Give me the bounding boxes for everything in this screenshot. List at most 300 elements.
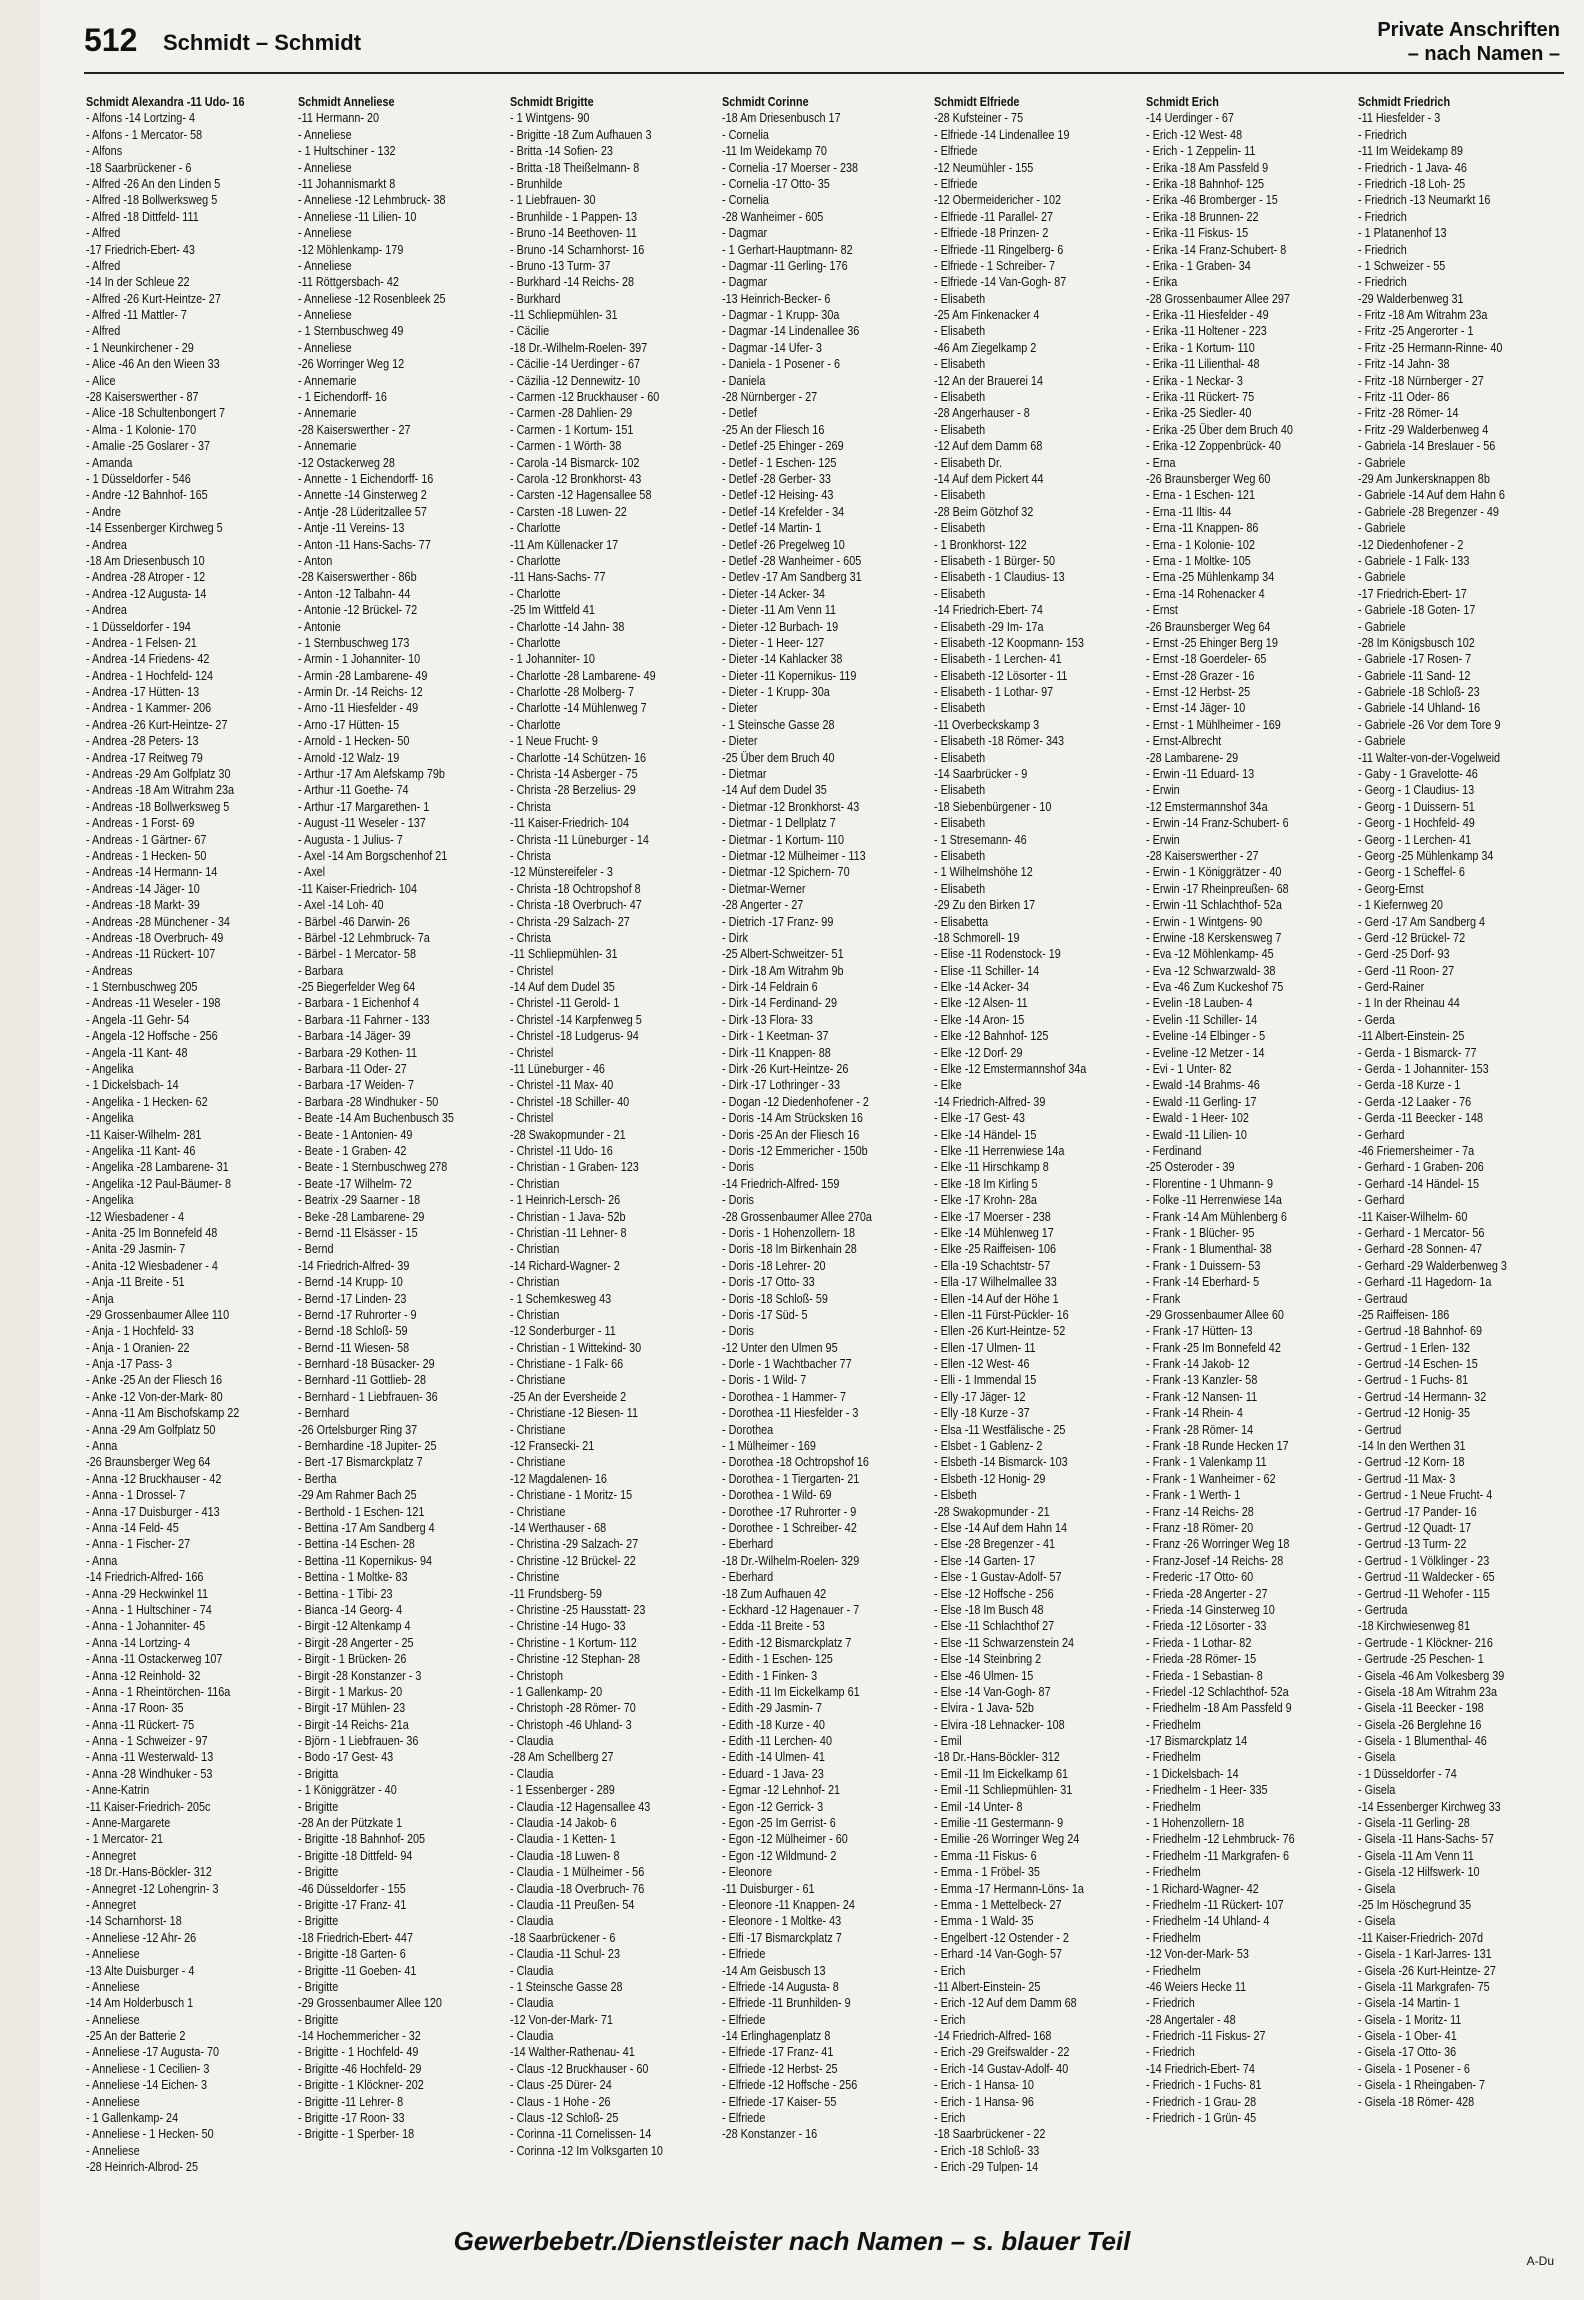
- directory-entry: - Gerhard - 1 Mercator- 56: [1358, 1225, 1485, 1240]
- directory-entry: - 1 Platanenhof 13: [1358, 226, 1447, 241]
- directory-entry: - Cornelia -17 Otto- 35: [722, 176, 830, 191]
- directory-entry: - Andreas -11 Weseler - 198: [86, 996, 221, 1011]
- directory-entry: - Angelika: [86, 1193, 134, 1208]
- directory-entry: - Christina -29 Salzach- 27: [510, 1537, 639, 1552]
- directory-entry: - 1 Düsseldorfer - 74: [1358, 1766, 1457, 1781]
- directory-entry: -12 An der Brauerei 14: [934, 373, 1043, 388]
- directory-entry: -28 Kaiserswerther - 86b: [298, 570, 417, 585]
- directory-entry: - Brigitte - 1 Klöckner- 202: [298, 2078, 424, 2093]
- directory-entry: - Claus - 1 Hohe - 26: [510, 2094, 611, 2109]
- directory-entry: - Barbara - 1 Eichenhof 4: [298, 996, 420, 1011]
- directory-entry: - Anja: [86, 1291, 114, 1306]
- directory-entry: - Christel -11 Udo- 16: [510, 1144, 613, 1158]
- directory-entry: - Erich -18 Schloß- 33: [934, 2143, 1040, 2158]
- directory-entry: - Beate - 1 Antonien- 49: [298, 1127, 413, 1142]
- directory-entry: - Gertrud -18 Bahnhof- 69: [1358, 1324, 1483, 1339]
- directory-entry: - Anneliese: [298, 160, 352, 175]
- directory-entry: - Erika -18 Brunnen- 22: [1146, 209, 1259, 224]
- directory-entry: - Andreas -18 Overbruch- 49: [86, 930, 224, 945]
- directory-entry: - Else -14 Garten- 17: [934, 1553, 1036, 1568]
- directory-entry: - Brigitte - 1 Hochfeld- 49: [298, 2045, 419, 2060]
- directory-entry: -12 Unter den Ulmen 95: [722, 1340, 838, 1355]
- directory-entry: - Christel -18 Ludgerus- 94: [510, 1029, 639, 1044]
- page-header: [0, 0, 1584, 80]
- directory-entry: - Claudia -12 Hagensallee 43: [510, 1799, 651, 1814]
- directory-entry: - Franz -26 Worringer Weg 18: [1146, 1537, 1290, 1552]
- directory-entry: - Friedhelm: [1146, 1930, 1201, 1945]
- directory-entry: - Friedrich -13 Neumarkt 16: [1358, 193, 1491, 208]
- directory-entry: - 1 Düsseldorfer - 194: [86, 619, 191, 634]
- directory-entry: - Amalie -25 Goslarer - 37: [86, 439, 211, 454]
- directory-entry: - Ellen -12 West- 46: [934, 1357, 1030, 1372]
- directory-column: [722, 94, 899, 2224]
- directory-entry: -29 Zu den Birken 17: [934, 898, 1036, 913]
- directory-entry: - Eva -12 Möhlenkamp- 45: [1146, 947, 1274, 962]
- directory-entry: - Brigitta: [298, 1766, 339, 1781]
- directory-entry: - Brigitte -17 Franz- 41: [298, 1897, 407, 1912]
- directory-entry: - Engelbert -12 Ostender - 2: [934, 1930, 1069, 1945]
- directory-entry: - 1 Sternbuschweg 173: [298, 635, 410, 650]
- directory-entry: - Anna -17 Roon- 35: [86, 1701, 184, 1716]
- directory-entry: - Frederic -17 Otto- 60: [1146, 1570, 1254, 1585]
- directory-entry: - Anna -12 Reinhold- 32: [86, 1668, 201, 1683]
- directory-entry: - Frank - 1 Blumenthal- 38: [1146, 1242, 1272, 1257]
- directory-entry: - Angelika -28 Lambarene- 31: [86, 1160, 229, 1175]
- directory-entry: - Bernd -17 Ruhrorter - 9: [298, 1307, 417, 1322]
- directory-entry: - Cäcilie: [510, 324, 550, 339]
- directory-entry: Schmidt Elfriede: [934, 95, 1020, 109]
- directory-entry: -18 Schmorell- 19: [934, 930, 1020, 945]
- directory-entry: - Elfriede -14 Augusta- 8: [722, 1979, 839, 1994]
- directory-entry: - Gertrude - 1 Klöckner- 216: [1358, 1635, 1493, 1650]
- directory-entry: - Gertrude -25 Peschen- 1: [1358, 1652, 1484, 1667]
- directory-entry: - Erwin - 1 Wintgens- 90: [1146, 914, 1263, 929]
- directory-entry: Schmidt Alexandra -11 Udo- 16: [86, 95, 245, 109]
- directory-entry: -14 Friedrich-Alfred- 168: [934, 2029, 1052, 2044]
- directory-entry: - Dirk -17 Lothringer - 33: [722, 1078, 840, 1093]
- directory-entry: - Christa: [510, 799, 551, 814]
- directory-entry: - Emilie -11 Gestermann- 9: [934, 1816, 1064, 1831]
- directory-entry: - Dietmar -12 Mülheimer - 113: [722, 848, 866, 863]
- directory-entry: - Ewald -14 Brahms- 46: [1146, 1078, 1260, 1093]
- directory-entry: - Elisabeth: [934, 783, 986, 798]
- footer-corner-code: A-Du: [1526, 2254, 1554, 2268]
- directory-entry: -11 Kaiser-Wilhelm- 60: [1358, 1209, 1468, 1224]
- directory-entry: - Ewald -11 Gerling- 17: [1146, 1094, 1257, 1109]
- directory-entry: - Dirk -11 Knappen- 88: [722, 1045, 831, 1060]
- directory-entry: - Elfriede -12 Hoffsche - 256: [722, 2078, 858, 2093]
- directory-entry: - Andrea: [86, 537, 127, 552]
- directory-entry: - Andrea - 1 Felsen- 21: [86, 635, 197, 650]
- directory-entry: - Frank - 1 Wanheimer - 62: [1146, 1471, 1276, 1486]
- footer-note: Gewerbebetr./Dienstleister nach Namen – s. blauer Teil: [453, 2226, 1131, 2256]
- directory-entry: - Elisabeth - 1 Lothar- 97: [934, 685, 1054, 700]
- directory-entry: - Egon -25 Im Gerrist- 6: [722, 1816, 836, 1831]
- directory-entry: - Emma - 1 Fröbel- 35: [934, 1865, 1040, 1880]
- directory-entry: -14 In den Werthen 31: [1358, 1439, 1466, 1454]
- directory-entry: -14 Essenberger Kirchweg 5: [86, 521, 223, 536]
- directory-entry: - Andrea -28 Atroper - 12: [86, 570, 206, 585]
- directory-entry: - Frank -28 Römer- 14: [1146, 1422, 1254, 1437]
- directory-entry: - Andrea -17 Reitweg 79: [86, 750, 203, 765]
- directory-entry: - Erhard -14 Van-Gogh- 57: [934, 1947, 1063, 1962]
- directory-entry: - Erika -11 Lilienthal- 48: [1146, 357, 1260, 372]
- directory-entry: - Christa -28 Berzelius- 29: [510, 783, 636, 798]
- directory-entry: - Christian - 1 Java- 52b: [510, 1209, 626, 1224]
- directory-entry: - Alice -46 An den Wieen 33: [86, 357, 220, 372]
- directory-entry: - Ernst: [1146, 603, 1178, 618]
- directory-entry: - Eleonore: [722, 1865, 772, 1880]
- directory-entry: - Elisabetta: [934, 914, 989, 929]
- directory-entry: -18 Am Driesenbusch 17: [722, 111, 841, 126]
- directory-entry: - Christiane: [510, 1504, 566, 1519]
- directory-entry: -14 Auf dem Dudel 35: [722, 783, 827, 798]
- directory-entry: - Franz -18 Römer- 20: [1146, 1520, 1254, 1535]
- directory-entry: - Berthold - 1 Eschen- 121: [298, 1504, 425, 1519]
- directory-entry: - Christine -14 Hugo- 33: [510, 1619, 626, 1634]
- directory-entry: - Dorothee - 1 Schreiber- 42: [722, 1520, 857, 1535]
- directory-entry: - Friedrich - 1 Grau- 28: [1146, 2094, 1257, 2109]
- directory-entry: - Dorothea: [722, 1422, 774, 1437]
- directory-entry: - Andreas -14 Hermann- 14: [86, 865, 218, 880]
- directory-entry: - Axel -14 Loh- 40: [298, 898, 384, 913]
- directory-entry: - Elisabeth - 1 Claudius- 13: [934, 570, 1065, 585]
- directory-entry: - Claudia: [510, 1996, 554, 2011]
- directory-entry: - Elke -25 Raiffeisen- 106: [934, 1242, 1057, 1257]
- directory-entry: - 1 Schemkesweg 43: [510, 1291, 612, 1306]
- directory-entry: - Claudia - 1 Ketten- 1: [510, 1832, 616, 1847]
- directory-entry: - Barbara -17 Weiden- 7: [298, 1078, 414, 1093]
- directory-entry: - Ellen -26 Kurt-Heintze- 52: [934, 1324, 1066, 1339]
- directory-entry: - Frank -14 Am Mühlenberg 6: [1146, 1209, 1287, 1224]
- directory-entry: - Erna - 1 Eschen- 121: [1146, 488, 1255, 503]
- directory-entry: - Dieter -14 Acker- 34: [722, 586, 825, 601]
- directory-entry: - Friedrich: [1358, 242, 1407, 257]
- directory-entry: - Friedrich -11 Fiskus- 27: [1146, 2029, 1266, 2044]
- directory-entry: -17 Bismarckplatz 14: [1146, 1734, 1248, 1749]
- directory-entry: -11 Lüneburger - 46: [510, 1062, 605, 1077]
- directory-entry: - Alfred -26 Kurt-Heintze- 27: [86, 291, 221, 306]
- directory-entry: - Christian: [510, 1307, 560, 1322]
- directory-entry: - Carmen -28 Dahlien- 29: [510, 406, 633, 421]
- directory-entry: -12 Emstermannshof 34a: [1146, 799, 1268, 814]
- directory-entry: - Frank: [1146, 1291, 1181, 1306]
- directory-entry: - Ellen -17 Ulmen- 11: [934, 1340, 1036, 1355]
- directory-entry: - Andreas - 1 Forst- 69: [86, 816, 195, 831]
- directory-entry: - Erwin: [1146, 783, 1180, 798]
- directory-entry: - Erna -11 Iltis- 44: [1146, 504, 1232, 519]
- directory-entry: - Fritz -25 Angerorter - 1: [1358, 324, 1474, 339]
- directory-entry: - Doris -17 Süd- 5: [722, 1307, 808, 1322]
- directory-entry: - Elke: [934, 1078, 962, 1093]
- directory-entry: - Erika -11 Fiskus- 15: [1146, 226, 1249, 241]
- directory-entry: - Dirk: [722, 930, 748, 945]
- directory-entry: - Else -14 Auf dem Hahn 14: [934, 1520, 1068, 1535]
- directory-entry: - Evelin -11 Schiller- 14: [1146, 1012, 1258, 1027]
- directory-entry: - Claus -12 Schloß- 25: [510, 2111, 619, 2126]
- directory-entry: - Emil -11 Schliepmühlen- 31: [934, 1783, 1073, 1798]
- directory-entry: - Antonie: [298, 619, 341, 634]
- page-number: 512: [84, 22, 138, 58]
- section-title-line1: Private Anschriften: [1377, 19, 1560, 41]
- directory-entry: - Christine -12 Stephan- 28: [510, 1652, 641, 1667]
- directory-entry: - Beate -17 Wilhelm- 72: [298, 1176, 412, 1191]
- directory-entry: - 1 Mülheimer - 169: [722, 1439, 816, 1454]
- directory-entry: - Bettina -17 Am Sandberg 4: [298, 1520, 435, 1535]
- directory-entry: - Gisela -18 Am Witrahm 23a: [1358, 1684, 1498, 1699]
- directory-entry: - 1 Neue Frucht- 9: [510, 734, 598, 749]
- directory-entry: - Carmen -12 Bruckhauser - 60: [510, 390, 660, 405]
- directory-entry: - Andre: [86, 504, 121, 519]
- directory-entry: - Dagmar -14 Ufer- 3: [722, 340, 822, 355]
- directory-entry: - Erna: [1146, 455, 1176, 470]
- directory-entry: - Gabriele -28 Bregenzer - 49: [1358, 504, 1499, 519]
- directory-entry: - Elisabeth -12 Lösorter - 11: [934, 668, 1068, 683]
- directory-entry: - Christine -25 Hausstatt- 23: [510, 1602, 646, 1617]
- directory-entry: - Erwine -18 Kerskensweg 7: [1146, 930, 1282, 945]
- directory-entry: - Anton -12 Talbahn- 44: [298, 586, 411, 601]
- directory-entry: - Emma - 1 Wald- 35: [934, 1914, 1034, 1929]
- directory-entry: -14 Richard-Wagner- 2: [510, 1258, 620, 1273]
- directory-entry: - Anna -11 Westerwald- 13: [86, 1750, 214, 1765]
- directory-entry: - Birgit -28 Konstanzer - 3: [298, 1668, 422, 1683]
- directory-entry: - Brigitte -46 Hochfeld- 29: [298, 2061, 422, 2076]
- directory-entry: - Gerda -12 Laaker - 76: [1358, 1094, 1472, 1109]
- directory-entry: - Dogan -12 Diedenhofener - 2: [722, 1094, 869, 1109]
- directory-entry: -14 Walther-Rathenau- 41: [510, 2045, 635, 2060]
- directory-entry: - Gertrud -11 Wehofer - 115: [1358, 1586, 1490, 1601]
- directory-entry: - Armin Dr. -14 Reichs- 12: [298, 685, 423, 700]
- directory-entry: - Else -28 Bregenzer - 41: [934, 1537, 1056, 1552]
- directory-entry: - Anke -25 An der Fliesch 16: [86, 1373, 223, 1388]
- directory-entry: - Eveline -12 Metzer - 14: [1146, 1045, 1265, 1060]
- directory-entry: - Claudia -14 Jakob- 6: [510, 1816, 617, 1831]
- directory-entry: - Christel -11 Max- 40: [510, 1078, 614, 1093]
- directory-entry: - Dirk -14 Feldrain 6: [722, 980, 818, 995]
- directory-entry: -13 Alte Duisburger - 4: [86, 1963, 195, 1978]
- directory-entry: - Franz -14 Reichs- 28: [1146, 1504, 1254, 1519]
- directory-entry: - Elly -17 Jäger- 12: [934, 1389, 1026, 1404]
- directory-entry: - 1 Gerhart-Hauptmann- 82: [722, 242, 853, 257]
- directory-entry: - Ernst -14 Jäger- 10: [1146, 701, 1246, 716]
- directory-entry: - Bert -17 Bismarckplatz 7: [298, 1455, 423, 1470]
- directory-entry: - Friedhelm -11 Rückert- 107: [1146, 1897, 1284, 1912]
- directory-entry: -11 Johannismarkt 8: [298, 176, 396, 191]
- directory-entry: - Dietmar: [722, 767, 767, 782]
- directory-entry: - Alfred -18 Bollwerksweg 5: [86, 193, 218, 208]
- directory-entry: - Barbara -28 Windhuker - 50: [298, 1094, 439, 1109]
- directory-entry: - Andrea - 1 Hochfeld- 124: [86, 668, 214, 683]
- directory-entry: - Carmen - 1 Kortum- 151: [510, 422, 634, 437]
- directory-entry: - 1 Bronkhorst- 122: [934, 537, 1027, 552]
- directory-entry: -12 Münstereifeler - 3: [510, 865, 613, 880]
- directory-entry: - Birgit -28 Angerter - 25: [298, 1635, 414, 1650]
- directory-entry: - Gerd -12 Brückel- 72: [1358, 930, 1466, 945]
- directory-entry: - Erich -12 West- 48: [1146, 127, 1243, 142]
- directory-entry: - Angela -11 Gehr- 54: [86, 1012, 190, 1027]
- directory-entry: -11 Overbeckskamp 3: [934, 717, 1040, 732]
- directory-entry: - 1 Heinrich-Lersch- 26: [510, 1193, 621, 1208]
- directory-entry: - 1 In der Rheinau 44: [1358, 996, 1460, 1011]
- directory-entry: - Elly -18 Kurze - 37: [934, 1406, 1030, 1421]
- directory-entry: -18 Zum Aufhauen 42: [722, 1586, 827, 1601]
- directory-entry: - Emil: [934, 1734, 962, 1749]
- directory-entry: - Gertrud -14 Eschen- 15: [1358, 1357, 1478, 1372]
- directory-entry: - Claudia -18 Overbruch- 76: [510, 1881, 645, 1896]
- directory-entry: - Dirk -13 Flora- 33: [722, 1012, 813, 1027]
- directory-entry: - Bärbel -46 Darwin- 26: [298, 914, 410, 929]
- directory-entry: - Else -12 Hoffsche - 256: [934, 1586, 1054, 1601]
- directory-entry: - Emil -11 Im Eickelkamp 61: [934, 1766, 1069, 1781]
- directory-entry: - Gerhard -11 Hagedorn- 1a: [1358, 1275, 1492, 1290]
- directory-entry: - Brigitte -18 Bahnhof- 205: [298, 1832, 426, 1847]
- directory-entry: - Anna -17 Duisburger - 413: [86, 1504, 220, 1519]
- directory-entry: - Bernd -17 Linden- 23: [298, 1291, 407, 1306]
- directory-entry: - Andrea - 1 Kammer- 206: [86, 701, 212, 716]
- directory-entry: - Else - 1 Gustav-Adolf- 57: [934, 1570, 1062, 1585]
- directory-entry: - Cornelia: [722, 193, 769, 208]
- directory-entry: - Andreas -18 Am Witrahm 23a: [86, 783, 235, 798]
- directory-entry: - Gerda -11 Beecker - 148: [1358, 1111, 1484, 1126]
- directory-entry: - Bettina -14 Eschen- 28: [298, 1537, 415, 1552]
- directory-entry: - Andreas - 1 Hecken- 50: [86, 848, 207, 863]
- directory-entry: - Gabriela -14 Breslauer - 56: [1358, 439, 1496, 454]
- directory-entry: -18 Dr.-Wilhelm-Roelen- 397: [510, 340, 648, 355]
- directory-entry: - Frieda -12 Lösorter - 33: [1146, 1619, 1267, 1634]
- directory-entry: - Elisabeth -29 Im- 17a: [934, 619, 1044, 634]
- directory-entry: - Angelika: [86, 1062, 134, 1077]
- directory-entry: - Christel: [510, 963, 554, 978]
- directory-entry: - Claudia: [510, 2029, 554, 2044]
- directory-entry: - Anna - 1 Hultschiner - 74: [86, 1602, 212, 1617]
- directory-entry: - Detlef -28 Wanheimer - 605: [722, 553, 862, 568]
- directory-entry: - Egon -12 Wildmund- 2: [722, 1848, 837, 1863]
- directory-entry: - Gerd-Rainer: [1358, 980, 1425, 995]
- directory-entry: - Bettina - 1 Moltke- 83: [298, 1570, 408, 1585]
- directory-entry: -18 Dr.-Hans-Böckler- 312: [934, 1750, 1060, 1765]
- directory-entry: - Brigitte -11 Lehrer- 8: [298, 2094, 404, 2109]
- directory-entry: - Friedel -12 Schlachthof- 52a: [1146, 1684, 1289, 1699]
- directory-entry: -18 Friedrich-Ebert- 447: [298, 1930, 413, 1945]
- directory-entry: - Andrea -12 Augusta- 14: [86, 586, 207, 601]
- directory-entry: -25 Im Höschegrund 35: [1358, 1897, 1472, 1912]
- directory-entry: - 1 Johanniter- 10: [510, 652, 595, 667]
- directory-entry: - Alfred: [86, 226, 121, 241]
- directory-entry: - Frieda -28 Angerter - 27: [1146, 1586, 1268, 1601]
- directory-entry: - Andrea -28 Peters- 13: [86, 734, 199, 749]
- directory-entry: - Annette - 1 Eichendorff- 16: [298, 471, 434, 486]
- directory-entry: - Gisela -46 Am Volkesberg 39: [1358, 1668, 1505, 1683]
- directory-entry: - 1 Wilhelmshöhe 12: [934, 865, 1033, 880]
- directory-entry: - Annemarie: [298, 406, 357, 421]
- directory-entry: - Beke -28 Lambarene- 29: [298, 1209, 425, 1224]
- directory-entry: - Edith -18 Kurze - 40: [722, 1717, 825, 1732]
- directory-entry: - Gisela -18 Römer- 428: [1358, 2094, 1475, 2109]
- directory-entry: - Dietmar -12 Bronkhorst- 43: [722, 799, 860, 814]
- directory-entry: -11 Hermann- 20: [298, 111, 380, 126]
- directory-entry: - Alfons: [86, 144, 123, 159]
- directory-entry: -12 Ostackerweg 28: [298, 455, 395, 470]
- directory-entry: - Anneliese: [86, 2143, 140, 2158]
- directory-entry: - Georg -25 Mühlenkamp 34: [1358, 848, 1494, 863]
- directory-entry: - Dietmar -12 Spichern- 70: [722, 865, 850, 880]
- directory-entry: - Dieter: [722, 734, 758, 749]
- directory-entry: -28 Angerhauser - 8: [934, 406, 1030, 421]
- directory-entry: - 1 Hultschiner - 132: [298, 144, 396, 159]
- directory-entry: - Dietmar - 1 Kortum- 110: [722, 832, 844, 847]
- directory-entry: - Doris - 1 Hohenzollern- 18: [722, 1225, 856, 1240]
- directory-entry: - Frank -14 Eberhard- 5: [1146, 1275, 1260, 1290]
- directory-entry: - Elise -11 Rodenstock- 19: [934, 947, 1061, 962]
- directory-entry: - Gertrud: [1358, 1422, 1402, 1437]
- directory-entry: - Christa -29 Salzach- 27: [510, 914, 630, 929]
- directory-entry: - Elfriede -17 Franz- 41: [722, 2045, 834, 2060]
- directory-entry: - Dirk -18 Am Witrahm 9b: [722, 963, 844, 978]
- directory-entry: - Gertrud -12 Quadt- 17: [1358, 1520, 1472, 1535]
- directory-entry: - Gertruda: [1358, 1602, 1408, 1617]
- directory-entry: - Anne-Katrin: [86, 1783, 150, 1798]
- directory-entry: - Evi - 1 Unter- 82: [1146, 1062, 1232, 1077]
- directory-entry: - Dagmar - 1 Krupp- 30a: [722, 308, 840, 323]
- directory-entry: - Christel -14 Karpfenweg 5: [510, 1012, 642, 1027]
- directory-entry: - Brigitte - 1 Sperber- 18: [298, 2127, 415, 2142]
- directory-entry: - Alfred -18 Dittfeld- 111: [86, 209, 199, 224]
- directory-entry: - Christoph -28 Römer- 70: [510, 1701, 636, 1716]
- directory-entry: - Gabriele: [1358, 619, 1406, 634]
- directory-entry: - Friedrich: [1146, 1996, 1195, 2011]
- directory-entry: - Bernhardine -18 Jupiter- 25: [298, 1439, 437, 1454]
- directory-entry: - Brigitte: [298, 1914, 339, 1929]
- directory-entry: - Anneliese -12 Rosenbleek 25: [298, 291, 446, 306]
- directory-entry: - Elisabeth: [934, 816, 986, 831]
- directory-entry: - Gerhard -29 Walderbenweg 3: [1358, 1258, 1507, 1273]
- directory-entry: - Daniela - 1 Posener - 6: [722, 357, 840, 372]
- directory-entry: - Brigitte -18 Dittfeld- 94: [298, 1848, 413, 1863]
- directory-entry: - Anja -17 Pass- 3: [86, 1357, 173, 1372]
- directory-entry: -46 Friemersheimer - 7a: [1358, 1144, 1475, 1158]
- directory-entry: -11 Hans-Sachs- 77: [510, 570, 606, 585]
- directory-entry: - Charlotte: [510, 553, 561, 568]
- directory-entry: - Doris -25 An der Fliesch 16: [722, 1127, 860, 1142]
- directory-entry: - Dieter: [722, 701, 758, 716]
- directory-entry: - Anna -11 Am Bischofskamp 22: [86, 1406, 240, 1421]
- directory-entry: - Gertrud -12 Honig- 35: [1358, 1406, 1470, 1421]
- directory-entry: - Bernd -18 Schloß- 59: [298, 1324, 408, 1339]
- directory-entry: -26 Braunsberger Weg 64: [1146, 619, 1271, 634]
- directory-entry: - Elke -14 Acker- 34: [934, 980, 1030, 995]
- directory-entry: - Anneliese: [298, 226, 352, 241]
- directory-entry: - Georg-Ernst: [1358, 881, 1424, 896]
- directory-entry: - Doris -18 Schloß- 59: [722, 1291, 828, 1306]
- directory-entry: - Bruno -13 Turm- 37: [510, 258, 611, 273]
- directory-entry: - Beatrix -29 Saarner - 18: [298, 1193, 421, 1208]
- directory-entry: - Bärbel -12 Lehmbruck- 7a: [298, 930, 430, 945]
- directory-entry: - Gerda: [1358, 1012, 1395, 1027]
- directory-entry: - Beate - 1 Graben- 42: [298, 1144, 407, 1158]
- directory-entry: - Annemarie: [298, 373, 357, 388]
- directory-entry: -18 Dr.-Wilhelm-Roelen- 329: [722, 1553, 860, 1568]
- directory-entry: -11 Albert-Einstein- 25: [1358, 1029, 1465, 1044]
- directory-entry: - Detlef - 1 Eschen- 125: [722, 455, 837, 470]
- directory-entry: -25 Am Finkenacker 4: [934, 308, 1040, 323]
- directory-entry: -14 In der Schleue 22: [86, 275, 190, 290]
- directory-entry: - Christoph -46 Uhland- 3: [510, 1717, 632, 1732]
- directory-entry: - Elke -12 Dorf- 29: [934, 1045, 1023, 1060]
- directory-entry: - Alice: [86, 373, 116, 388]
- directory-entry: - Gerhard -14 Händel- 15: [1358, 1176, 1480, 1191]
- directory-entry: - Anne-Margarete: [86, 1816, 171, 1831]
- directory-entry: -29 Grossenbaumer Allee 60: [1146, 1307, 1284, 1322]
